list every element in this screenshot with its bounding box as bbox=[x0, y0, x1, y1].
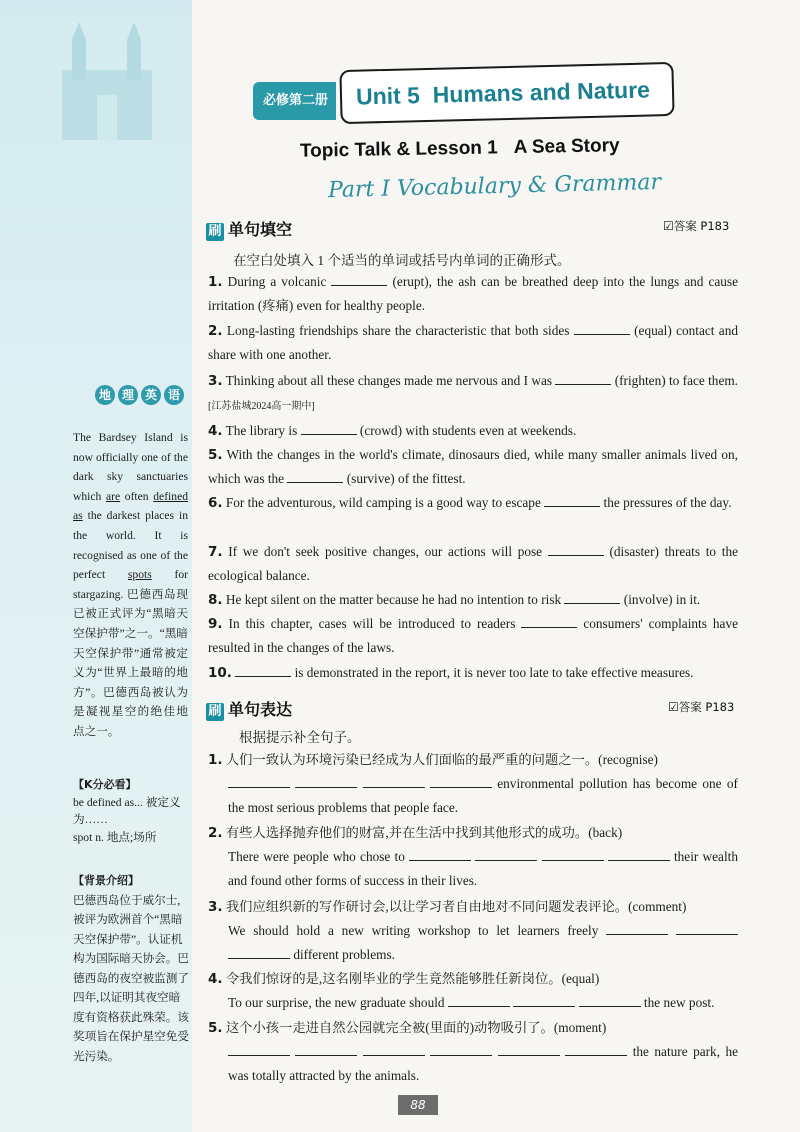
page-number: 88 bbox=[398, 1095, 438, 1115]
brush-icon: 刷 bbox=[206, 703, 224, 721]
answer-blank[interactable] bbox=[295, 1043, 357, 1056]
list-item: 1. During a volcanic (erupt), the ash can be breathed deep into the lungs and cause irritation (疼痛) even for healthy people. bbox=[208, 274, 739, 313]
answer-blank[interactable] bbox=[409, 848, 471, 861]
answer-blank[interactable] bbox=[301, 422, 357, 435]
answer-blank[interactable] bbox=[606, 922, 668, 935]
section1-instruction: 在空白处填入 1 个适当的单词或括号内单词的正确形式。 bbox=[233, 253, 571, 268]
list-item: 4. 令我们惊讶的是,这名刚毕业的学生竟然能够胜任新岗位。(equal) To our surprise, the new graduate should the new post. bbox=[208, 971, 715, 1010]
background-text: 巴德西岛位于威尔士,被评为欧洲首个“黑暗天空保护带”。认证机构为国际暗天协会。巴德西岛的夜空被监测了四年,以证明其夜空暗度有资格获此殊荣。该奖项旨在保护星空免受光污染。 bbox=[73, 893, 189, 1063]
list-item: 2. 有些人选择抛弃他们的财富,并在生活中找到其他形式的成功。(back) There were people who chose to their wealth and found other forms of success in their lives. bbox=[208, 825, 738, 888]
list-item: 8. He kept silent on the matter because he had no intention to risk (involve) in it. bbox=[208, 592, 701, 608]
background-heading: 【背景介绍】 bbox=[73, 874, 139, 887]
answer-blank[interactable] bbox=[574, 322, 630, 335]
answer-blank[interactable] bbox=[475, 848, 537, 861]
answer-blank[interactable] bbox=[287, 470, 343, 483]
list-item: 5. With the changes in the world's climate, dinosaurs died, while many smaller animals lived on, which was the (survive) of the fittest. bbox=[208, 447, 738, 486]
answer-blank[interactable] bbox=[228, 946, 290, 959]
section2-heading: 刷 单句表达 bbox=[206, 697, 292, 721]
answer-blank[interactable] bbox=[565, 1043, 627, 1056]
answer-blank[interactable] bbox=[498, 1043, 560, 1056]
part-title: Part I Vocabulary & Grammar bbox=[327, 169, 662, 204]
tag-char: 地 bbox=[95, 385, 115, 405]
answer-blank[interactable] bbox=[430, 1043, 492, 1056]
list-item: 3. 我们应组织新的写作研讨会,以让学习者自由地对不同问题发表评论。(comment) We should hold a new writing workshop to let learners freely different problems. bbox=[208, 895, 738, 967]
check-icon: ☑ bbox=[668, 700, 679, 714]
tag-char: 英 bbox=[141, 385, 161, 405]
section2-instruction: 根据提示补全句子。 bbox=[239, 730, 361, 745]
answer-blank[interactable] bbox=[608, 848, 670, 861]
list-item: 6. For the adventurous, wild camping is a good way to escape the pressures of the day. bbox=[208, 495, 732, 511]
list-item: 3. Thinking about all these changes made me nervous and I was (frighten) to face them. [江苏盐城2024高一期中] bbox=[208, 373, 739, 412]
answer-blank[interactable] bbox=[521, 615, 577, 628]
section1-answer-ref: ☑答案 P183 bbox=[663, 219, 730, 233]
list-item: 2. Long-lasting friendships share the characteristic that both sides (equal) contact and share with one another. bbox=[208, 323, 738, 362]
castle-watermark bbox=[42, 10, 172, 160]
list-item: 10. is demonstrated in the report, it is never too late to take effective measures. bbox=[208, 665, 694, 681]
answer-blank[interactable] bbox=[564, 591, 620, 604]
list-item: 9. In this chapter, cases will be introduced to readers consumers' complaints have resulted in the changes of the laws. bbox=[208, 616, 738, 655]
answer-blank[interactable] bbox=[448, 994, 510, 1007]
answer-blank[interactable] bbox=[513, 994, 575, 1007]
answer-blank[interactable] bbox=[363, 1043, 425, 1056]
answer-blank[interactable] bbox=[331, 273, 387, 286]
answer-blank[interactable] bbox=[676, 922, 738, 935]
brush-icon: 刷 bbox=[206, 223, 224, 241]
list-item: 5. 这个小孩一走进自然公园就完全被(里面的)动物吸引了。(moment) the nature park, he was totally attracted by the animals. bbox=[208, 1020, 739, 1083]
list-item: 1. 人们一致认为环境污染已经成为人们面临的最严重的问题之一。(recognise) environmental pollution has become one of the most serious problems that people face. bbox=[208, 752, 738, 815]
k-line: be defined as... 被定义为…… bbox=[73, 795, 181, 826]
sidebar-passage: The Bardsey Island is now officially one of the dark sky sanctuaries which are often defined as the darkest places in the world. It is recognised as one of the perfect spots for stargazing. 巴德西岛现已被正式评为“黑暗天空保护带”之一。“黑暗天空保护带”通常被定义为“世界上最暗的地方”。巴德西岛被认为是凝视星空的绝佳地点之一。 bbox=[73, 431, 189, 738]
tag-char: 理 bbox=[118, 385, 138, 405]
k-heading: 【K分必看】 bbox=[73, 778, 137, 791]
answer-blank[interactable] bbox=[544, 494, 600, 507]
answer-blank[interactable] bbox=[228, 775, 290, 788]
answer-blank[interactable] bbox=[363, 775, 425, 788]
answer-blank[interactable] bbox=[579, 994, 641, 1007]
k-section bbox=[73, 776, 191, 846]
source-note: [江苏盐城2024高一期中] bbox=[208, 401, 315, 412]
answer-blank[interactable] bbox=[430, 775, 492, 788]
sidebar bbox=[0, 0, 192, 1132]
unit-title: Unit 5 Humans and Nature bbox=[355, 76, 651, 110]
list-item: 7. If we don't seek positive changes, our actions will pose (disaster) threats to the ecological balance. bbox=[208, 544, 738, 583]
list-item: 4. The library is (crowd) with students even at weekends. bbox=[208, 423, 577, 439]
check-icon: ☑ bbox=[663, 219, 674, 233]
book-badge: 必修第二册 bbox=[253, 82, 336, 120]
answer-blank[interactable] bbox=[235, 664, 291, 677]
answer-blank[interactable] bbox=[555, 372, 611, 385]
answer-blank[interactable] bbox=[548, 543, 604, 556]
k-line: spot n. 地点;场所 bbox=[73, 830, 157, 844]
section2-answer-ref: ☑答案 P183 bbox=[668, 700, 735, 714]
section1-heading: 刷 单句填空 bbox=[206, 217, 292, 241]
background-section bbox=[73, 871, 191, 1066]
tag-char: 语 bbox=[164, 385, 184, 405]
sidebar-tag bbox=[95, 385, 184, 405]
answer-blank[interactable] bbox=[542, 848, 604, 861]
lesson-title: Topic Talk & Lesson 1 A Sea Story bbox=[299, 135, 620, 162]
answer-blank[interactable] bbox=[228, 1043, 290, 1056]
answer-blank[interactable] bbox=[295, 775, 357, 788]
